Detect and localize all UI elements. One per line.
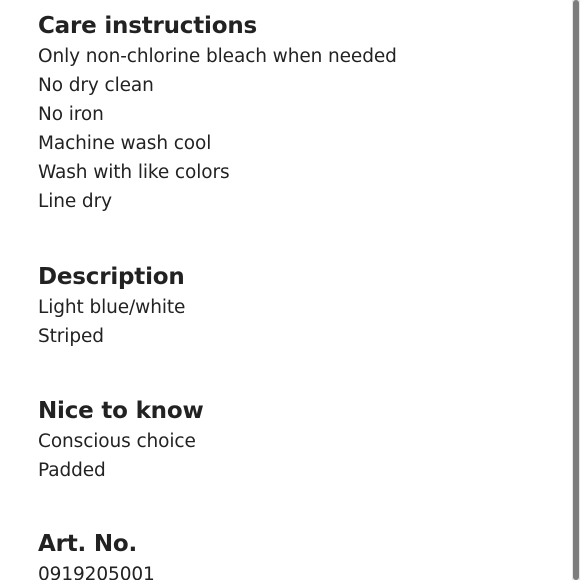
description-item: Light blue/white <box>38 297 186 318</box>
description-heading: Description <box>38 264 185 290</box>
nice-to-know-item: Conscious choice <box>38 431 196 452</box>
care-instruction-item: No iron <box>38 104 104 125</box>
vertical-scrollbar[interactable] <box>572 0 580 580</box>
care-instruction-item: Wash with like colors <box>38 162 230 183</box>
nice-to-know-heading: Nice to know <box>38 398 204 424</box>
care-instruction-item: Line dry <box>38 191 112 212</box>
care-instruction-item: Only non-chlorine bleach when needed <box>38 46 397 67</box>
care-instructions-heading: Care instructions <box>38 13 257 39</box>
care-instruction-item: No dry clean <box>38 75 154 96</box>
nice-to-know-item: Padded <box>38 460 106 481</box>
art-no-heading: Art. No. <box>38 531 138 557</box>
scrollbar-thumb[interactable] <box>573 0 579 580</box>
art-no-section <box>38 530 558 580</box>
nice-to-know-section <box>38 397 558 485</box>
description-item: Striped <box>38 326 104 347</box>
care-instructions-section <box>38 12 558 216</box>
care-instruction-item: Machine wash cool <box>38 133 212 154</box>
art-no-value: 0919205001 <box>38 564 155 580</box>
description-section <box>38 263 558 351</box>
